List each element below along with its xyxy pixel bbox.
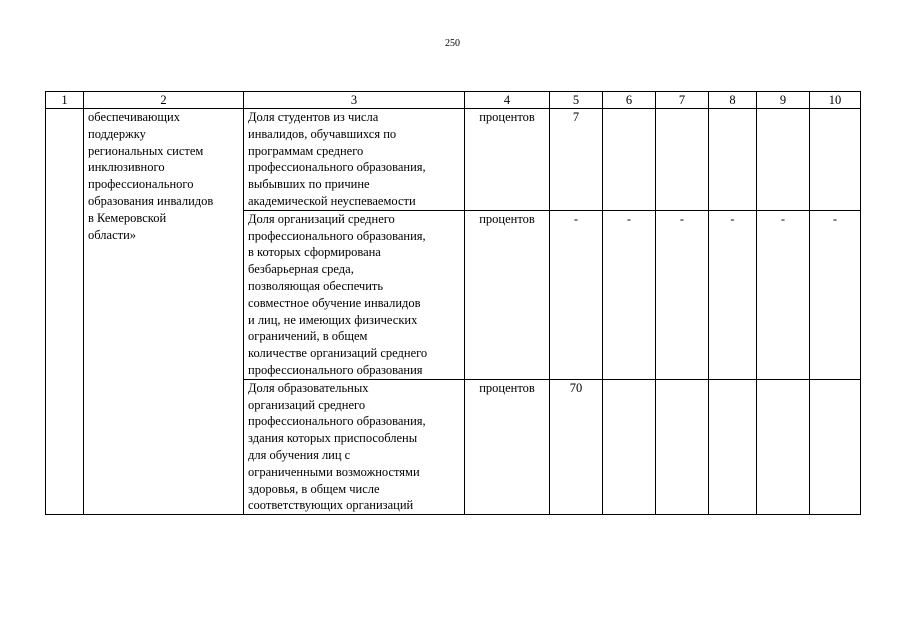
event-name-cell: обеспечивающих поддержку региональных систем инклюзивного профессионального образования инвалидов в Кемеровской области» <box>84 109 244 515</box>
value-cell <box>709 379 757 514</box>
indicator-cell: Доля образовательных организаций среднего профессионального образования, здания которых приспособлены для обучения лиц с ограниченными возможностями здоровья, в общем числе соответствующих организаций <box>244 379 465 514</box>
unit-cell: процентов <box>465 109 550 211</box>
header-cell-7: 7 <box>656 92 709 109</box>
unit-cell: процентов <box>465 379 550 514</box>
header-cell-2: 2 <box>84 92 244 109</box>
header-cell-1: 1 <box>46 92 84 109</box>
value-cell <box>757 379 810 514</box>
header-cell-9: 9 <box>757 92 810 109</box>
value-cell: - <box>550 210 603 379</box>
value-cell <box>603 379 656 514</box>
header-cell-3: 3 <box>244 92 465 109</box>
header-cell-8: 8 <box>709 92 757 109</box>
indicator-cell: Доля студентов из числа инвалидов, обучавшихся по программам среднего профессионального образования, выбывших по причине академической неуспеваемости <box>244 109 465 211</box>
indicator-cell: Доля организаций среднего профессионального образования, в которых сформирована безбарьерная среда, позволяющая обеспечить совместное обучение инвалидов и лиц, не имеющих физических ограничений, в общем количестве организаций среднего профессионального образования <box>244 210 465 379</box>
value-cell <box>656 379 709 514</box>
value-cell: - <box>810 210 861 379</box>
value-cell <box>709 109 757 211</box>
value-cell: - <box>709 210 757 379</box>
header-cell-10: 10 <box>810 92 861 109</box>
header-cell-4: 4 <box>465 92 550 109</box>
value-cell <box>810 379 861 514</box>
value-cell: - <box>757 210 810 379</box>
header-cell-6: 6 <box>603 92 656 109</box>
value-cell: - <box>656 210 709 379</box>
value-cell: - <box>603 210 656 379</box>
value-cell <box>810 109 861 211</box>
table-row <box>46 109 861 211</box>
indicators-table <box>45 91 861 515</box>
header-cell-5: 5 <box>550 92 603 109</box>
value-cell: 70 <box>550 379 603 514</box>
value-cell <box>757 109 810 211</box>
value-cell: 7 <box>550 109 603 211</box>
table-header-row <box>46 92 861 109</box>
value-cell <box>603 109 656 211</box>
page-number: 250 <box>445 38 460 49</box>
value-cell <box>656 109 709 211</box>
unit-cell: процентов <box>465 210 550 379</box>
row-number-cell <box>46 109 84 515</box>
